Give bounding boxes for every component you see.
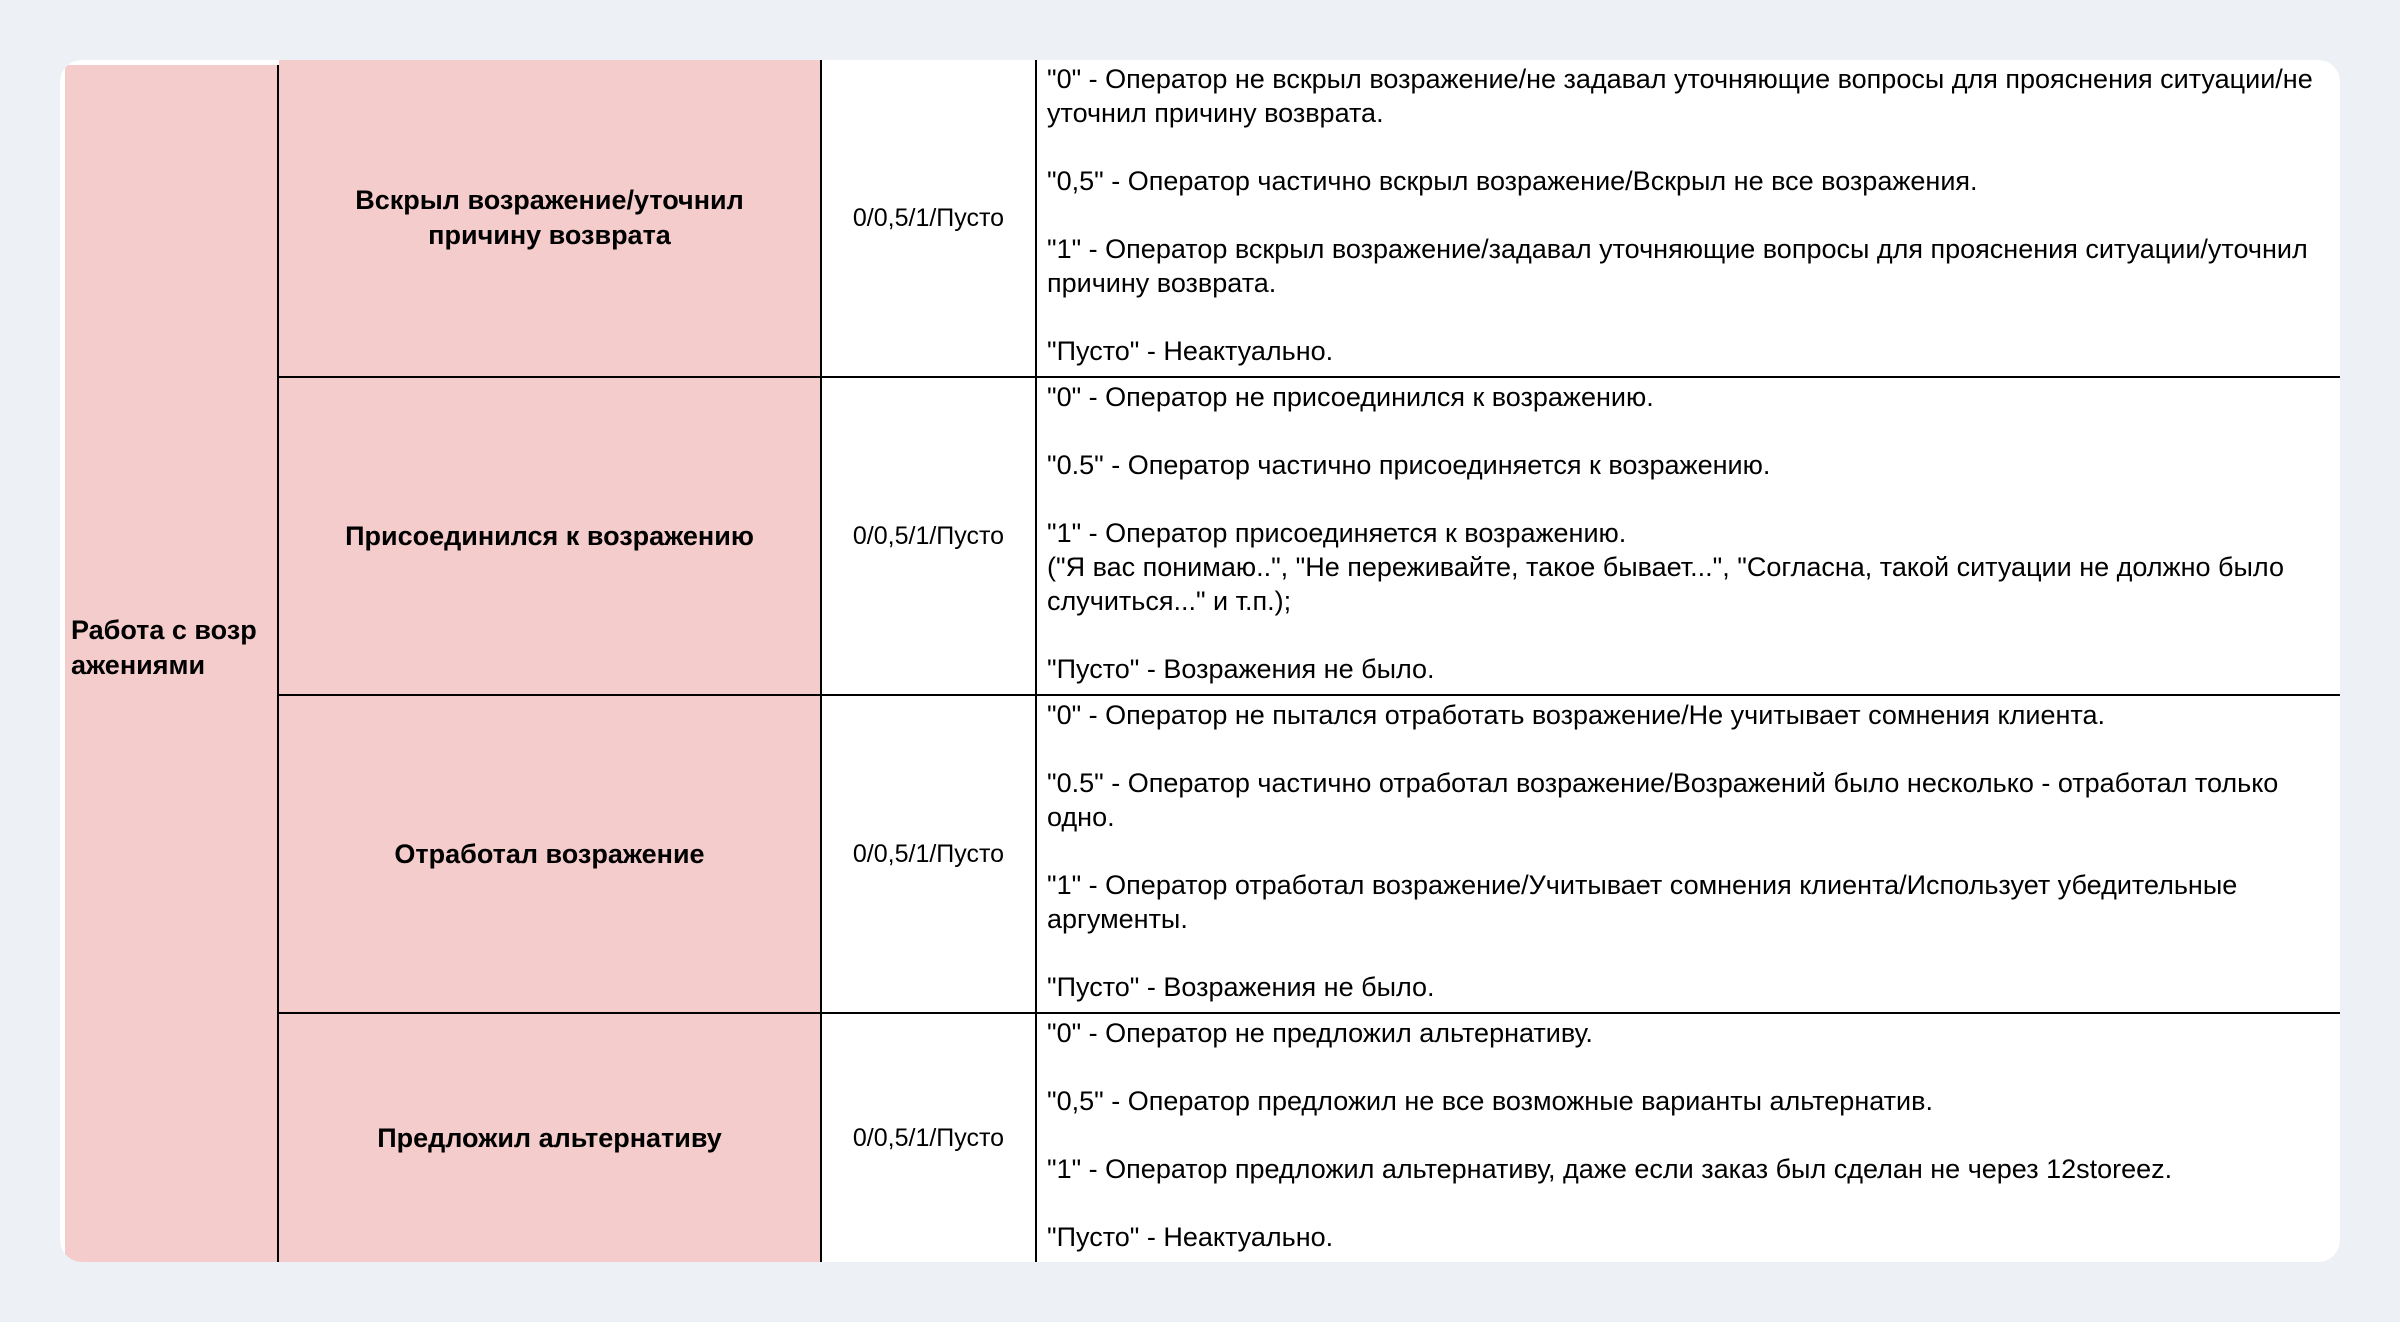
description-cell[interactable] (1047, 698, 2332, 1004)
description-line: "Пусто" - Неактуально. (1047, 336, 1334, 366)
description-cell[interactable] (1047, 1016, 2332, 1254)
description-line: "0.5" - Оператор частично отработал возражение/Возражений было несколько - отработал только одно. (1047, 768, 2279, 832)
description-line: ("Я вас понимаю..", "Не переживайте, такое бывает...", "Согласна, такой ситуации не должно было случиться..." и т.п.); (1047, 552, 2284, 616)
description-line: "1" - Оператор отработал возражение/Учитывает сомнения клиента/Использует убедительные аргументы. (1047, 870, 2238, 934)
spreadsheet-grid (60, 60, 2340, 1262)
description-line: "0" - Оператор не предложил альтернативу. (1047, 1018, 1593, 1048)
description-line: "1" - Оператор вскрыл возражение/задавал уточняющие вопросы для прояснения ситуации/уточнил причину возврата. (1047, 234, 2308, 298)
score-cell[interactable]: 0/0,5/1/Пусто (822, 378, 1037, 694)
description-line: "0" - Оператор не вскрыл возражение/не задавал уточняющие вопросы для прояснения ситуации/не уточнил причину возврата. (1047, 64, 2313, 128)
table-row (279, 1014, 2340, 1262)
description-cell[interactable] (1047, 380, 2332, 686)
table-row (279, 378, 2340, 696)
description-line: "Пусто" - Возражения не было. (1047, 654, 1435, 684)
description-line: "0" - Оператор не присоединился к возражению. (1047, 382, 1654, 412)
category-cell[interactable] (65, 65, 279, 1262)
description-line: "0,5" - Оператор частично вскрыл возражение/Вскрыл не все возражения. (1047, 166, 1978, 196)
table-row (279, 696, 2340, 1014)
description-line: "0,5" - Оператор предложил не все возможные варианты альтернатив. (1047, 1086, 1933, 1116)
category-label: Работа с возражениями (71, 615, 257, 680)
sheet-card (60, 60, 2340, 1262)
description-cell[interactable] (1047, 62, 2332, 368)
criterion-label: Отработал возражение (394, 838, 705, 869)
description-line: "1" - Оператор предложил альтернативу, даже если заказ был сделан не через 12storeez. (1047, 1154, 2173, 1184)
score-cell[interactable]: 0/0,5/1/Пусто (822, 696, 1037, 1012)
criterion-cell[interactable] (279, 378, 822, 694)
description-line: "1" - Оператор присоединяется к возражению. (1047, 518, 1627, 548)
table-row (279, 60, 2340, 378)
score-cell[interactable]: 0/0,5/1/Пусто (822, 1014, 1037, 1262)
description-line: "Пусто" - Неактуально. (1047, 1222, 1334, 1252)
description-line: "0.5" - Оператор частично присоединяется к возражению. (1047, 450, 1771, 480)
criterion-cell[interactable] (279, 1014, 822, 1262)
score-cell[interactable]: 0/0,5/1/Пусто (822, 60, 1037, 376)
criterion-label: Вскрыл возражение/уточнил причину возврата (355, 185, 744, 250)
criterion-label: Предложил альтернативу (377, 1122, 722, 1153)
criterion-label: Присоединился к возражению (345, 520, 754, 551)
criterion-cell[interactable] (279, 696, 822, 1012)
criterion-cell[interactable] (279, 60, 822, 376)
description-line: "Пусто" - Возражения не было. (1047, 972, 1435, 1002)
description-line: "0" - Оператор не пытался отработать возражение/Не учитывает сомнения клиента. (1047, 700, 2106, 730)
